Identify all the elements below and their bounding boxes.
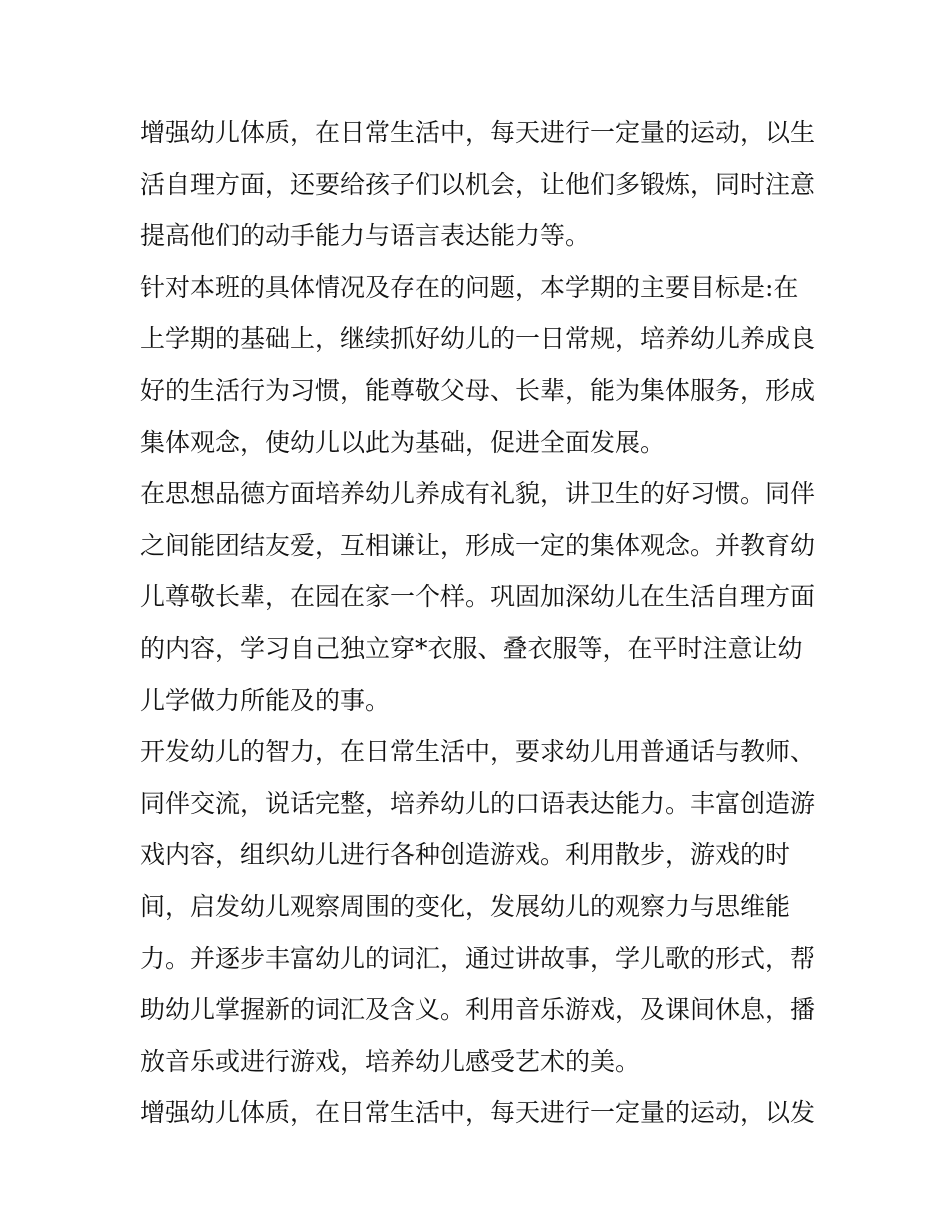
text-line: 好的生活行为习惯，能尊敬父母、长辈，能为集体服务，形成 bbox=[140, 375, 816, 405]
paragraph-5 bbox=[140, 1087, 816, 1139]
text-line: 上学期的基础上，继续抓好幼儿的一日常规，培养幼儿养成良 bbox=[140, 324, 816, 354]
text-line: 同伴交流，说话完整，培养幼儿的口语表达能力。丰富创造游 bbox=[140, 788, 816, 818]
text-line: 增强幼儿体质，在日常生活中，每天进行一定量的运动，以发 bbox=[140, 1098, 816, 1128]
paragraph-4 bbox=[140, 726, 816, 1087]
text-line: 在思想品德方面培养幼儿养成有礼貌，讲卫生的好习惯。同伴 bbox=[140, 479, 816, 509]
paragraph-2 bbox=[140, 262, 816, 468]
text-line: 集体观念，使幼儿以此为基础，促进全面发展。 bbox=[140, 427, 666, 457]
text-line: 活自理方面，还要给孩子们以机会，让他们多锻炼，同时注意 bbox=[140, 169, 816, 199]
paragraph-1 bbox=[140, 107, 816, 262]
document-body bbox=[140, 107, 816, 1139]
text-line: 增强幼儿体质，在日常生活中，每天进行一定量的运动，以生 bbox=[140, 118, 816, 147]
text-line: 儿学做力所能及的事。 bbox=[140, 685, 391, 715]
text-line: 之间能团结友爱，互相谦让，形成一定的集体观念。并教育幼 bbox=[140, 530, 816, 560]
text-line: 间，启发幼儿观察周围的变化，发展幼儿的观察力与思维能 bbox=[140, 891, 791, 921]
text-line: 力。并逐步丰富幼儿的词汇，通过讲故事，学儿歌的形式，帮 bbox=[140, 943, 816, 973]
paragraph-3 bbox=[140, 468, 816, 726]
text-line: 放音乐或进行游戏，培养幼儿感受艺术的美。 bbox=[140, 1046, 641, 1076]
text-line: 儿尊敬长辈，在园在家一个样。巩固加深幼儿在生活自理方面 bbox=[140, 582, 816, 612]
text-line: 提高他们的动手能力与语言表达能力等。 bbox=[140, 221, 591, 251]
text-line: 助幼儿掌握新的词汇及含义。利用音乐游戏，及课间休息，播 bbox=[140, 995, 816, 1025]
text-line: 戏内容，组织幼儿进行各种创造游戏。利用散步，游戏的时 bbox=[140, 840, 791, 870]
text-line: 的内容，学习自己独立穿*衣服、叠衣服等，在平时注意让幼 bbox=[140, 633, 803, 663]
text-line: 针对本班的具体情况及存在的问题，本学期的主要目标是:在 bbox=[140, 272, 799, 302]
text-line: 开发幼儿的智力，在日常生活中，要求幼儿用普通话与教师、 bbox=[140, 737, 816, 767]
